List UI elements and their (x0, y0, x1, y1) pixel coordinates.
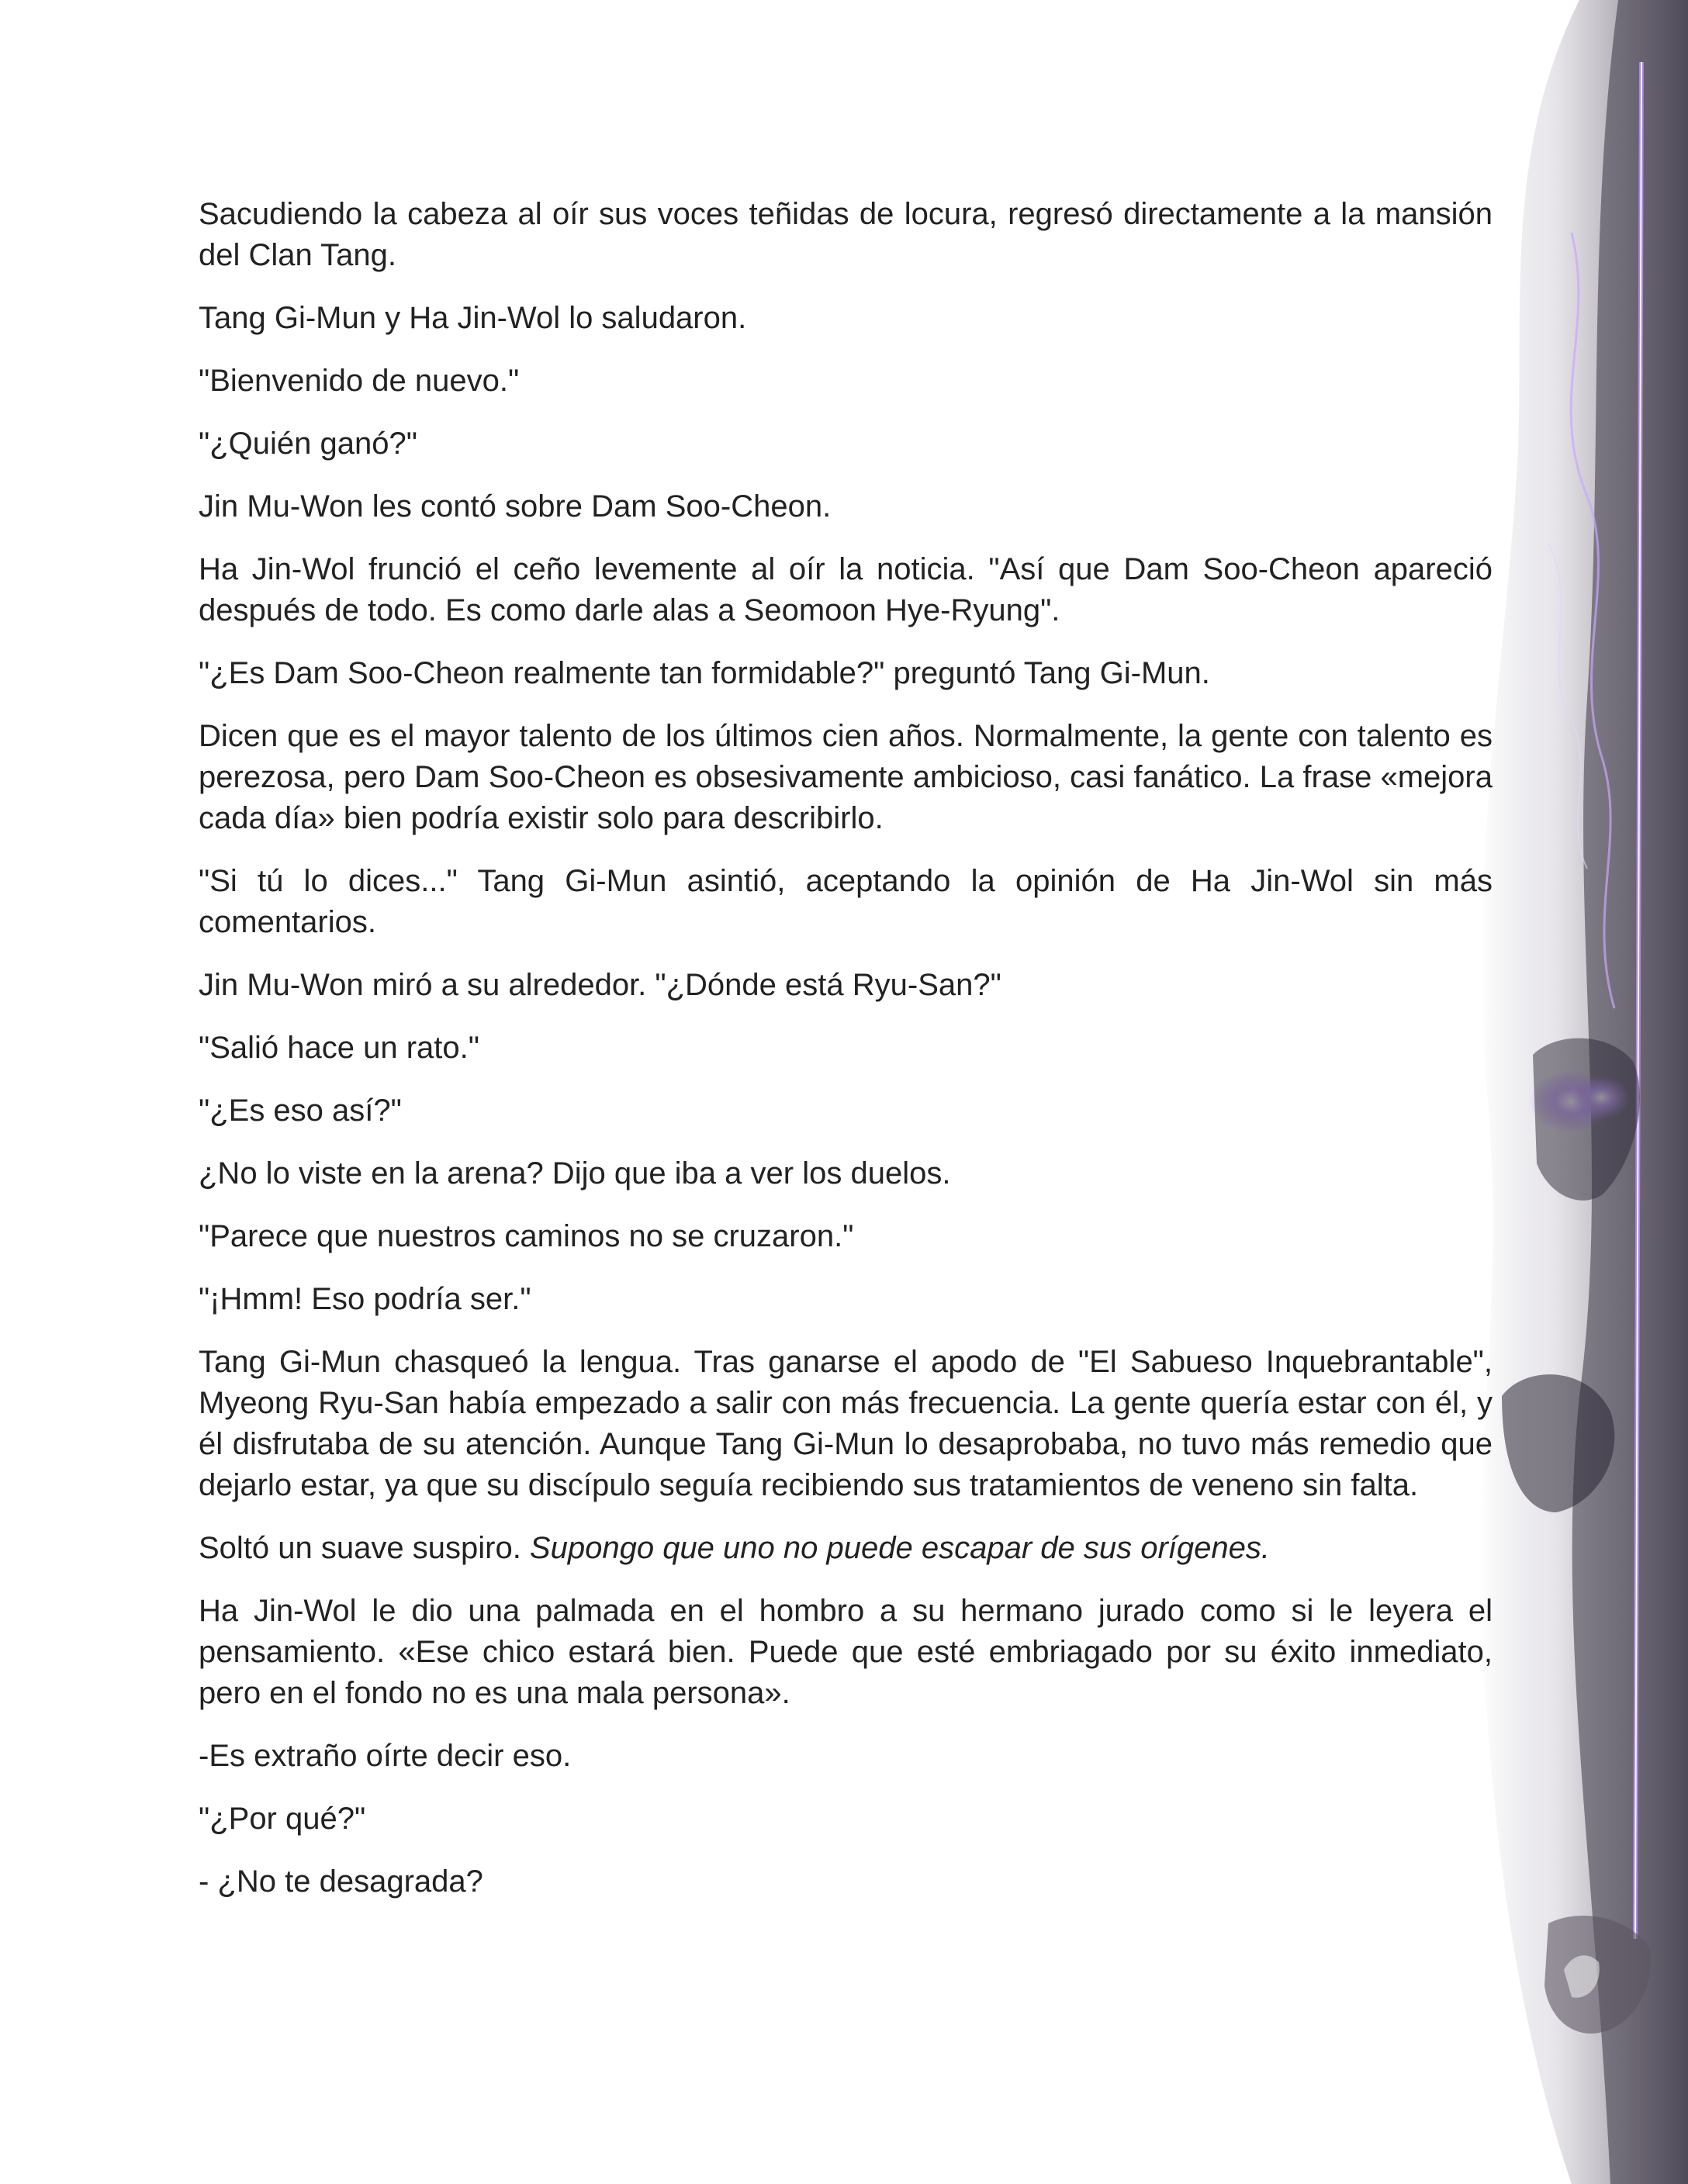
paragraph: "¿Es Dam Soo-Cheon realmente tan formidable?" preguntó Tang Gi-Mun. (199, 656, 1210, 690)
paragraph: Tang Gi-Mun y Ha Jin-Wol lo saludaron. (199, 301, 747, 335)
paragraph: Ha Jin-Wol le dio una palmada en el hombro a su hermano jurado como si le leyera el pensamiento. «Ese chico estará bien. Puede que esté embriagado por su éxito inmediato, pero en el fondo no es una mala persona». (199, 1594, 1493, 1710)
paragraph: ¿No lo viste en la arena? Dijo que iba a ver los duelos. (199, 1156, 951, 1190)
document-body (199, 194, 1493, 1924)
paragraph: "Bienvenido de nuevo." (199, 364, 520, 398)
paragraph: Dicen que es el mayor talento de los últimos cien años. Normalmente, la gente con talento es perezosa, pero Dam Soo-Cheon es obsesivamente ambicioso, casi fanático. La frase «mejora cada día» bien podría existir solo para describirlo. (199, 719, 1493, 835)
paragraph: Ha Jin-Wol frunció el ceño levemente al oír la noticia. "Así que Dam Soo-Cheon apareció después de todo. Es como darle alas a Seomoon Hye-Ryung". (199, 552, 1493, 627)
paragraph: "Salió hace un rato." (199, 1031, 479, 1065)
sigh-italic-thought: Supongo que uno no puede escapar de sus orígenes. (529, 1531, 1271, 1565)
paragraph: Tang Gi-Mun chasqueó la lengua. Tras ganarse el apodo de "El Sabueso Inquebrantable", Myeong Ryu-San había empezado a salir con más frecuencia. La gente quería estar con él, y él disfrutaba de su atención. Aunque Tang Gi-Mun lo desaprobaba, no tuvo más remedio que dejarlo estar, ya que su discípulo seguía recibiendo sus tratamientos de veneno sin falta. (199, 1345, 1493, 1502)
sigh-paragraph (199, 1528, 1493, 1569)
paragraph: Jin Mu-Won miró a su alrededor. "¿Dónde está Ryu-San?" (199, 968, 1001, 1002)
paragraph: "¿Quién ganó?" (199, 427, 417, 461)
paragraph: "¿Por qué?" (199, 1802, 366, 1836)
paragraph: "Parece que nuestros caminos no se cruzaron." (199, 1219, 854, 1253)
paragraph: - ¿No te desagrada? (199, 1864, 483, 1899)
paragraph: -Es extraño oírte decir eso. (199, 1739, 572, 1773)
paragraph: Jin Mu-Won les contó sobre Dam Soo-Cheon. (199, 489, 832, 524)
paragraph: "¡Hmm! Eso podría ser." (199, 1282, 531, 1316)
paragraph: Sacudiendo la cabeza al oír sus voces teñidas de locura, regresó directamente a la mansión del Clan Tang. (199, 197, 1493, 272)
sigh-plain-text: Soltó un suave suspiro. (199, 1531, 530, 1565)
paragraph: "¿Es eso así?" (199, 1094, 402, 1128)
paragraph: "Si tú lo dices..." Tang Gi-Mun asintió, aceptando la opinión de Ha Jin-Wol sin más comentarios. (199, 864, 1493, 939)
